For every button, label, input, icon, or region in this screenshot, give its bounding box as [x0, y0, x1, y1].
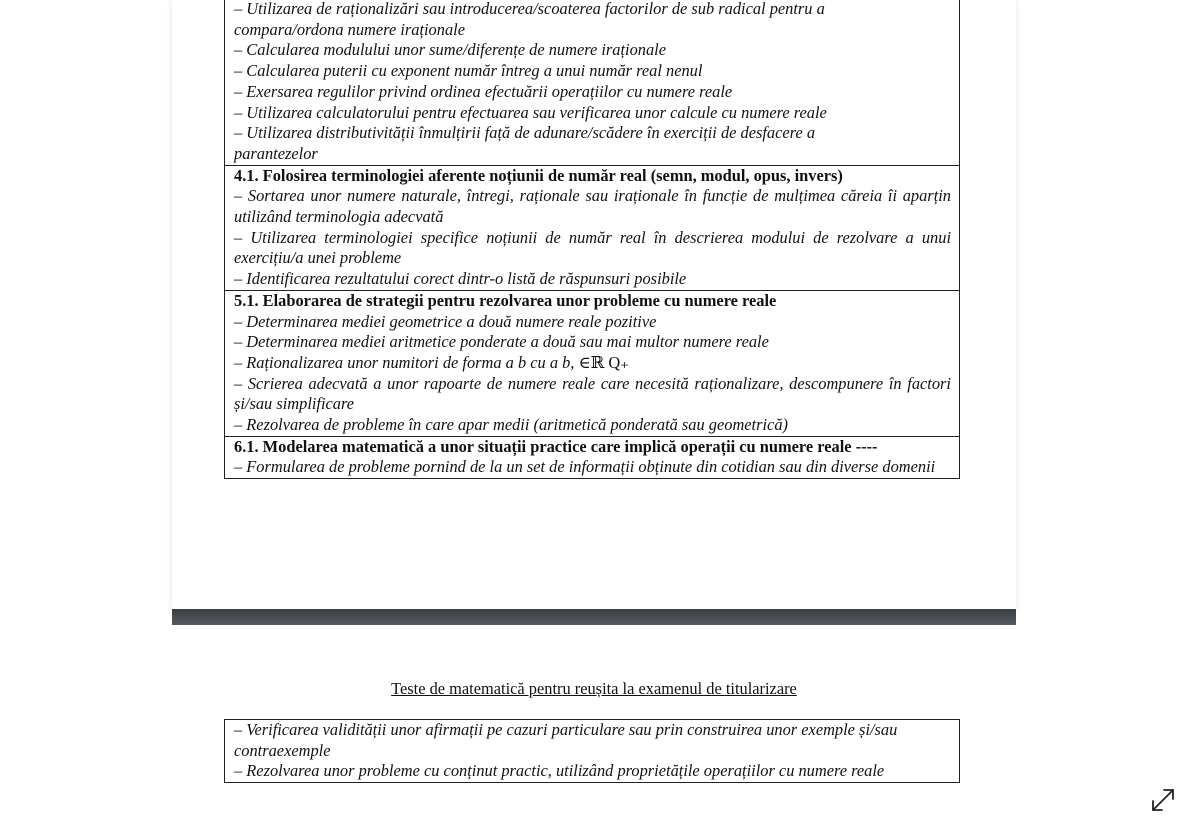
list-item: – Utilizarea calculatorului pentru efectuarea sau verificarea unor calcule cu numere reale	[234, 102, 827, 122]
table-cell-4-1	[225, 165, 959, 290]
list-item: – Utilizarea de raționalizări sau introducerea/scoaterea factorilor de sub radical pentru a	[234, 0, 825, 18]
pdf-page-1	[172, 0, 1016, 609]
list-item: – Rezolvarea unor probleme cu conținut practic, utilizând proprietățile operațiilor cu numere reale	[234, 761, 885, 781]
table-cell	[225, 720, 959, 782]
expand-icon-graphic	[1150, 787, 1176, 813]
list-item	[234, 353, 951, 374]
real-numbers-symbol: ∈ℝ	[578, 352, 605, 372]
list-item: compara/ordona numere iraționale	[234, 19, 465, 39]
section-heading: 4.1. Folosirea terminologiei aferente noțiunii de număr real (semn, modul, opus, invers)	[234, 165, 843, 185]
list-item: – Determinarea mediei aritmetice ponderate a două sau mai multor numere reale	[234, 332, 769, 352]
table-cell-6-1	[225, 436, 959, 478]
expand-icon[interactable]	[1150, 787, 1176, 813]
list-item: parantezelor	[234, 143, 318, 163]
section-heading: 6.1. Modelarea matematică a unor situații practice care implică operații cu numere reale ----	[234, 436, 878, 456]
section-heading: 5.1. Elaborarea de strategii pentru rezolvarea unor probleme cu numere reale	[234, 290, 777, 310]
list-item: – Sortarea unor numere naturale, întregi, raționale sau iraționale în funcție de mulțimea căreia îi aparțin utilizând terminologia adecvată	[234, 186, 951, 227]
list-item: – Verificarea validității unor afirmații pe cazuri particulare sau prin construirea unor exemple și/sau contraexemple	[234, 720, 898, 760]
list-item: – Calcularea puterii cu exponent număr întreg a unui număr real nenul	[234, 61, 703, 81]
list-item: – Exersarea regulilor privind ordinea efectuării operațiilor cu numere reale	[234, 81, 733, 101]
page-header-title: Teste de matematică pentru reușita la examenul de titularizare	[391, 679, 797, 698]
list-item: – Identificarea rezultatului corect dintr-o listă de răspunsuri posibile	[234, 269, 687, 289]
list-item: – Utilizarea distributivității înmulțirii față de adunare/scădere în exerciții de desfacere a	[234, 123, 816, 143]
table-cell-continuation	[225, 0, 959, 165]
pdf-page-2	[172, 625, 1016, 820]
list-item: – Determinarea mediei geometrice a două numere reale pozitive	[234, 311, 657, 331]
list-item: – Scrierea adecvată a unor rapoarte de numere reale care necesită raționalizare, descompunere în factori și/sau simplificare	[234, 373, 951, 414]
list-item: – Rezolvarea de probleme în care apar medii (aritmetică ponderată sau geometrică)	[234, 415, 788, 435]
table-cell-5-1	[225, 290, 959, 436]
list-item: – Utilizarea terminologiei specifice noțiunii de număr real în descrierea modului de rezolvare a unui exercițiu/a unei probleme	[234, 227, 951, 268]
page-separator	[172, 609, 1016, 625]
competencies-table-continued	[224, 719, 960, 783]
competencies-table	[224, 0, 960, 479]
positive-rationals-symbol: Q₊	[608, 352, 629, 372]
list-item-text: – Raționalizarea unor numitori de forma a b cu a b,	[234, 352, 579, 372]
list-item: – Formularea de probleme pornind de la un set de informații obținute din cotidian sau din diverse domenii	[234, 457, 936, 477]
list-item: – Calcularea modulului unor sume/diferențe de numere iraționale	[234, 40, 667, 60]
